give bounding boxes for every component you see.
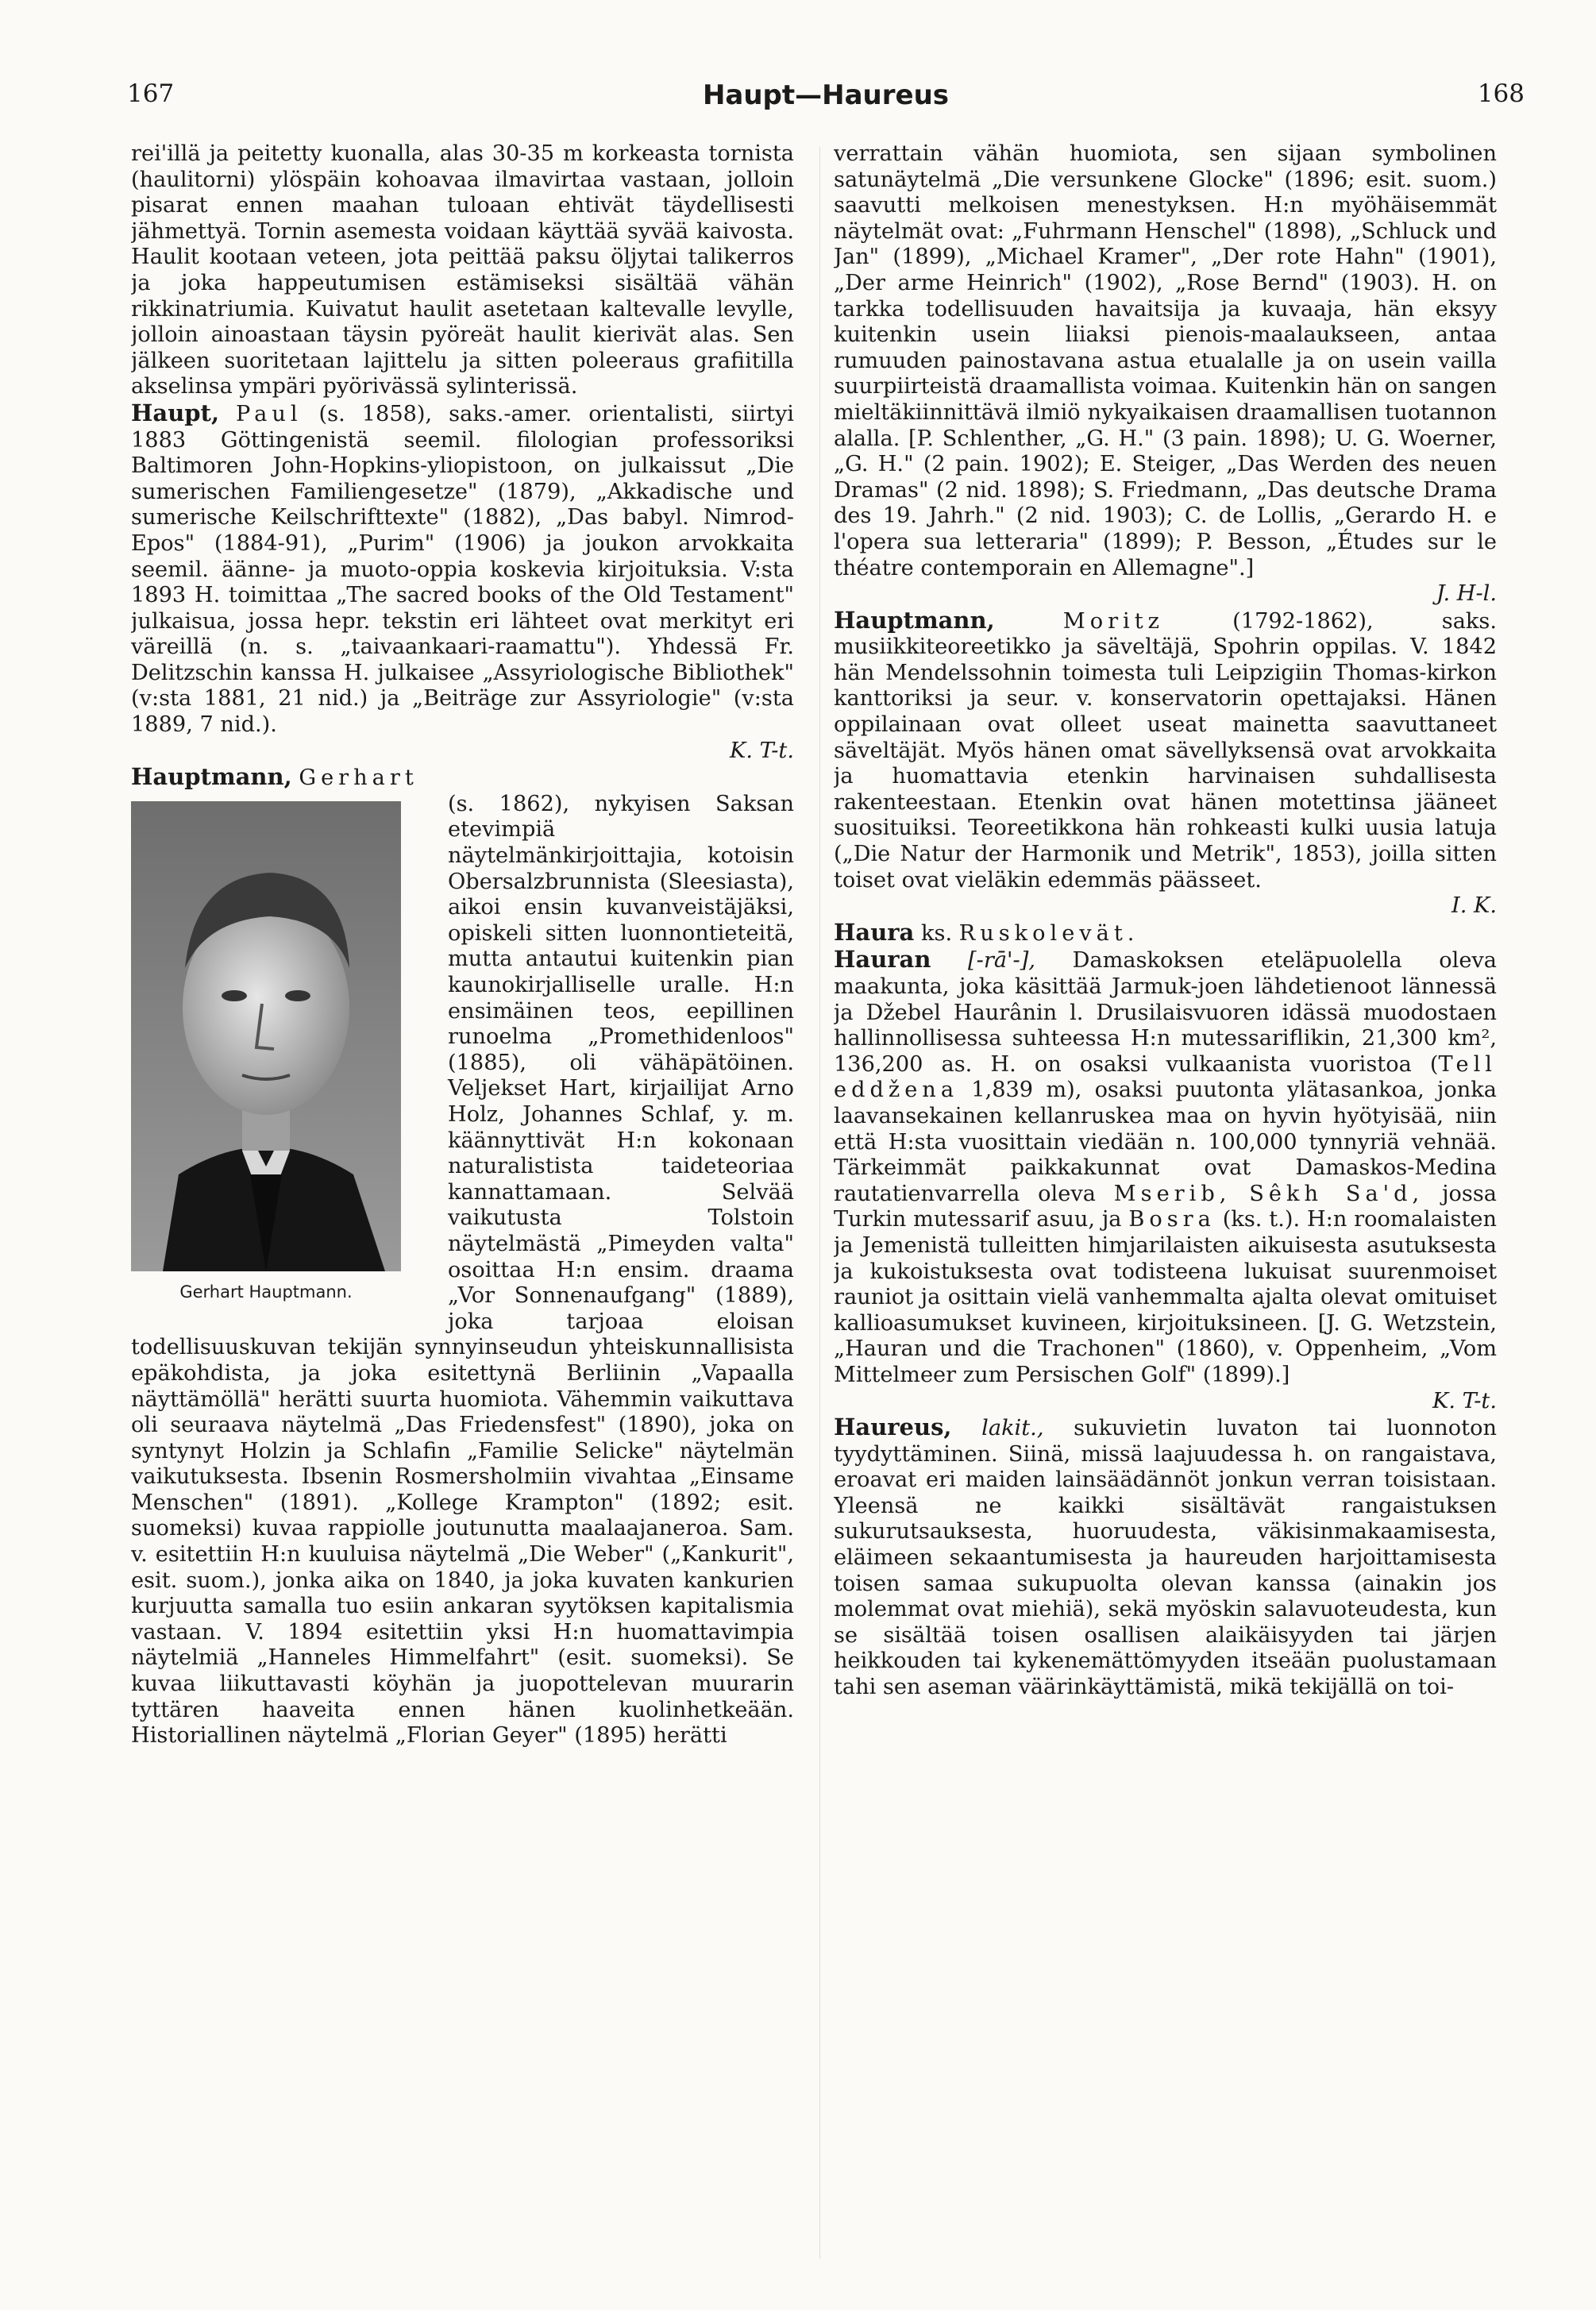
entry-body: Damaskoksen eteläpuolella oleva maakunta, joka käsittää Jarmuk-joen lähdetienoot lännessä ja Džebel Haurânin l. Drusilaisvuoren idässä muodostaen hallinnollisessa suhteessa H:n mutessariflikin, 21,300 km², 136,200 as. H. on osaksi vulkaanista vuoristoa ( <box>834 948 1497 1077</box>
entry-headword: Hauptmann, <box>834 606 995 634</box>
entry-headword: Haupt, <box>131 399 220 426</box>
entry-abbreviation: lakit., <box>981 1416 1044 1441</box>
entry-haupt <box>131 400 794 739</box>
entry-firstname: Moritz <box>1062 608 1165 634</box>
portrait-caption: Gerhart Hauptmann. <box>179 1282 353 1302</box>
entry-moritz-hauptmann <box>834 607 1497 894</box>
page-number-right: 168 <box>1477 79 1525 108</box>
entry-signature: K. T-t. <box>1432 1388 1497 1413</box>
entry-signature: K. T-t. <box>730 738 794 763</box>
entry-haureus <box>834 1414 1497 1701</box>
entry-firstname: Gerhart <box>299 766 418 791</box>
entry-signature: J. H-l. <box>1436 581 1497 607</box>
cross-reference: Ruskolevät. <box>958 920 1139 946</box>
spaced-name: Tell eddžena <box>834 1051 1497 1103</box>
entry-gerhart-hauptmann <box>131 764 794 1749</box>
spaced-name: Bosra <box>1128 1207 1216 1232</box>
entry-haura <box>834 920 1497 947</box>
entry-body: jossa Turkin mutessarif asuu, ja <box>834 1181 1497 1232</box>
entry-headword: Haureus, <box>834 1413 952 1441</box>
entry-body: (s. 1858), saks.-amer. orientalisti, siirtyi 1883 Göttingenistä seemil. filologian professoriksi Baltimoren John-Hopkins-yliopistoon, on julkaissut „Die sumerischen Familiengesetze" (1879), „Akkadische und sumerische Keilschrifttexte" (1882), „Das babyl. Nimrod-Epos" (1884-91), „Purim" (1906) ja joukon arvokkaita seemil. äänne- ja muoto-oppia koskevia kirjoituksia. V:sta 1893 H. toimittaa „The sacred books of the Old Testament" julkaisua, jossa hepr. tekstin eri lähteet ovat merkityt eri väreillä (n. s. „taivaankaari-raamattu"). Yhdessä Fr. Delitzschin kanssa H. julkaisee „Assyriologische Bibliothek" (v:sta 1881, 21 nid.) ja „Beiträge zur Assyriologie" (v:sta 1889, 7 nid.). <box>131 401 794 738</box>
entry-body: (1792-1862), saks. musiikkiteoreetikko ja säveltäjä, Spohrin oppilas. V. 1842 hän Mendelssohnin toimesta tuli Leipzigiin Thomas-kirkon kanttoriksi ja seur. v. konservatorin opettajaksi. Hänen oppilainaan ovat olleet useat mainetta saavuttaneet säveltäjät. Myös hänen omat sävellyksensä ovat arvokkaita ja huomattavia etenkin harvinaisen suhdallisesta rakenteestaan. Etenkin ovat hänen motettinsa jääneet suosituiksi. Teoreetikkona hän rohkeasti kulki uusia latuja („Die Natur der Harmonik und Metrik", 1853), joilla sitten toiset ovat vieläkin edemmäs päässeet. <box>834 608 1497 893</box>
entry-body: 1,839 m), osaksi puutonta ylätasankoa, jonka laavansekainen kellanruskea maa on hyvin hyötyisää, niin että H:sta vuosittain viedään n. 100,000 tynnyriä vehnää. Tärkeimmät paikkakunnat ovat Damaskos-Medina rautatienvarrella oleva <box>834 1078 1497 1206</box>
entry-body: (s. 1862), nykyisen Saksan etevimpiä näytelmänkirjoittajia, kotoisin Obersalzbrunnista (Sleesiasta), aikoi ensin kuvanveistäjäksi, opiskeli sitten luonnontieteitä, mutta antautui kuitenkin pian kaunokirjalliselle uralle. H:n ensimäinen teos, eepillinen runoelma „Promethidenloos" (1885), oli vähäpätöinen. Veljekset Hart, kirjailijat Arno Holz, Johannes Schlaf, y. m. käännyttivät H:n kokonaan naturalistista taideteoriaa kannattamaan. Selvää vaikutusta Tolstoin näytelmästä „Pimeyden valta" osoittaa H:n ensim. draama „Vor Sonnenaufgang" (1889), joka tarjoaa eloisan todellisuuskuvan tekijän synnyinseudun yhteiskunnallisista epäkohdista, ja joka esitettynä Berliinin „Vapaalla näyttämöllä" herätti suurta huomiota. Vähemmin vaikuttava oli seuraava näytelmä „Das Friedensfest" (1890), joka on syntynyt Holzin ja Schlafin „Familie Selicke" näytelmän vaikutuksesta. Ibsenin Rosmersholmiin vivahtaa „Einsame Menschen" (1891). „Kollege Krampton" (1892; esit. suomeksi) kuvaa rappiolle joutunutta maalaajaneroa. Sam. v. esitettiin H:n kuuluisa näytelmä „Die Weber" („Kankurit", esit. suom.), jonka aika on 1840, ja joka kuvaten kankurien kurjuutta samalla tuo esiin ankaran syytöksen kapitalismia vastaan. V. 1894 esitettiin yksi H:n huomattavimpia näytelmiä „Hanneles Himmelfahrt" (esit. suomeksi). Se kuvaa liikuttavasti köyhän ja juopottelevan muurarin tyttären haaveita ennen hänen kuolinhetkeään. Historiallinen näytelmä „Florian Geyer" (1895) herätti <box>131 791 794 1749</box>
column-divider <box>819 147 820 2259</box>
page-number-left: 167 <box>127 79 175 108</box>
pronunciation: [-rā'-], <box>968 948 1035 974</box>
entry-continuation: verrattain vähän huomiota, sen sijaan symbolinen satunäytelmä „Die versunkene Glocke" (1896; esit. suom.) saavutti melkoisen menestyksen. H:n myöhäisemmät näytelmät ovat: „Fuhrmann Henschel" (1898), „Schluck und Jan" (1899), „Michael Kramer", „Der rote Hahn" (1901), „Der arme Heinrich" (1902), „Rose Bernd" (1903). H. on tarkka todellisuuden havaitsija ja kuvaaja, hän eksyy kuitenkin usein liiaksi pienois-maalaukseen, antaa rumuuden painostavana astua etualalle ja on usein vailla suurpiirteistä draamallista voimaa. Kuitenkin hän on sangen mieltäkiinnittävä ilmiö nykyaikaisen draamallisen tuotannon alalla. [P. Schlenther, „G. H." (3 pain. 1898); U. G. Woerner, „G. H." (2 pain. 1902); E. Steiger, „Das Werden des neuen Dramas" (2 nid. 1898); S. Friedmann, „Das deutsche Drama des 19. Jahrh." (2 nid. 1903); C. de Lollis, „Gerardo H. e l'opera sua letteraria" (1899); P. Besson, „Études sur le théatre contemporain en Allemagne".] <box>834 141 1497 580</box>
entry-body: sukuvietin luvaton tai luonnoton tyydyttäminen. Siinä, missä laajuudessa h. on rangaistava, eroavat eri maiden lainsäädännöt jonkun verran toisistaan. Yleensä ne kaikki sisältävät rangaistuksen sukurutsauksesta, huoruudesta, väkisinmakaamisesta, eläimeen sekaantumisesta ja haureuden harjoittamisesta toisen samaa sukupuolta olevan kanssa (ainakin jos molemmat ovat miehiä), sekä myöskin salavuoteudesta, kun se sisältää toisen osallisen alaikäisyyden tai järjen heikkouden tai kykenemättömyyden itseään puolustamaan tahi sen aseman väärinkäyttämistä, mikä tekijällä on toi- <box>834 1416 1497 1700</box>
portrait-figure <box>131 801 429 1305</box>
entry-body: (ks. t.). H:n roomalaisten ja Jemenistä tulleitten himjarilaisten aikuisesta asutuksesta ja kukoistuksesta ovat todisteena lukuisat suurenmoiset rauniot ja osittain vielä vanhemmalta ajalta olevat omituiset kallioasumukset kuvineen, kirjoituksineen. [J. G. Wetzstein, „Hauran und die Trachonen" (1860), v. Oppenheim, „Vom Mittelmeer zum Persischen Golf" (1899).] <box>834 1207 1497 1387</box>
spaced-name: Mserib, <box>1113 1181 1232 1206</box>
spaced-name: Sêkh Sa'd, <box>1249 1181 1424 1206</box>
left-column <box>131 141 794 2270</box>
entry-hauran <box>834 947 1497 1388</box>
entry-continuation: rei'illä ja peitetty kuonalla, alas 30-35 m korkeasta tornista (haulitorni) ylöspäin kohoavaa ilmavirtaa vastaan, jolloin pisarat ennen maahan tuloaan ehtivät täydellisesti jähmettyä. Tornin asemesta voidaan käyttää syvää kaivosta. Haulit kootaan veteen, jota peittää paksu öljytai talikerros ja joka happeutumisen estämiseksi sisältää vähän rikkinatriumia. Kuivatut haulit asetetaan kaltevalle levylle, jolloin ainoastaan täysin pyöreät haulit kierivät alas. Sen jälkeen suoritetaan lajittelu ja sitten poleeraus grafiitilla akselinsa ympäri pyörivässä sylinterissä. <box>131 141 794 399</box>
entry-body: ks. <box>921 920 953 946</box>
page-header <box>127 79 1525 119</box>
right-column <box>834 141 1497 2270</box>
entry-headword: Haura <box>834 918 915 946</box>
entry-signature: I. K. <box>1451 893 1497 919</box>
entry-headword: Hauran <box>834 946 931 974</box>
entry-firstname: Paul <box>236 401 303 426</box>
running-title: Haupt—Haureus <box>702 79 950 111</box>
entry-headword: Hauptmann, <box>131 763 292 791</box>
portrait-photo <box>131 801 401 1271</box>
